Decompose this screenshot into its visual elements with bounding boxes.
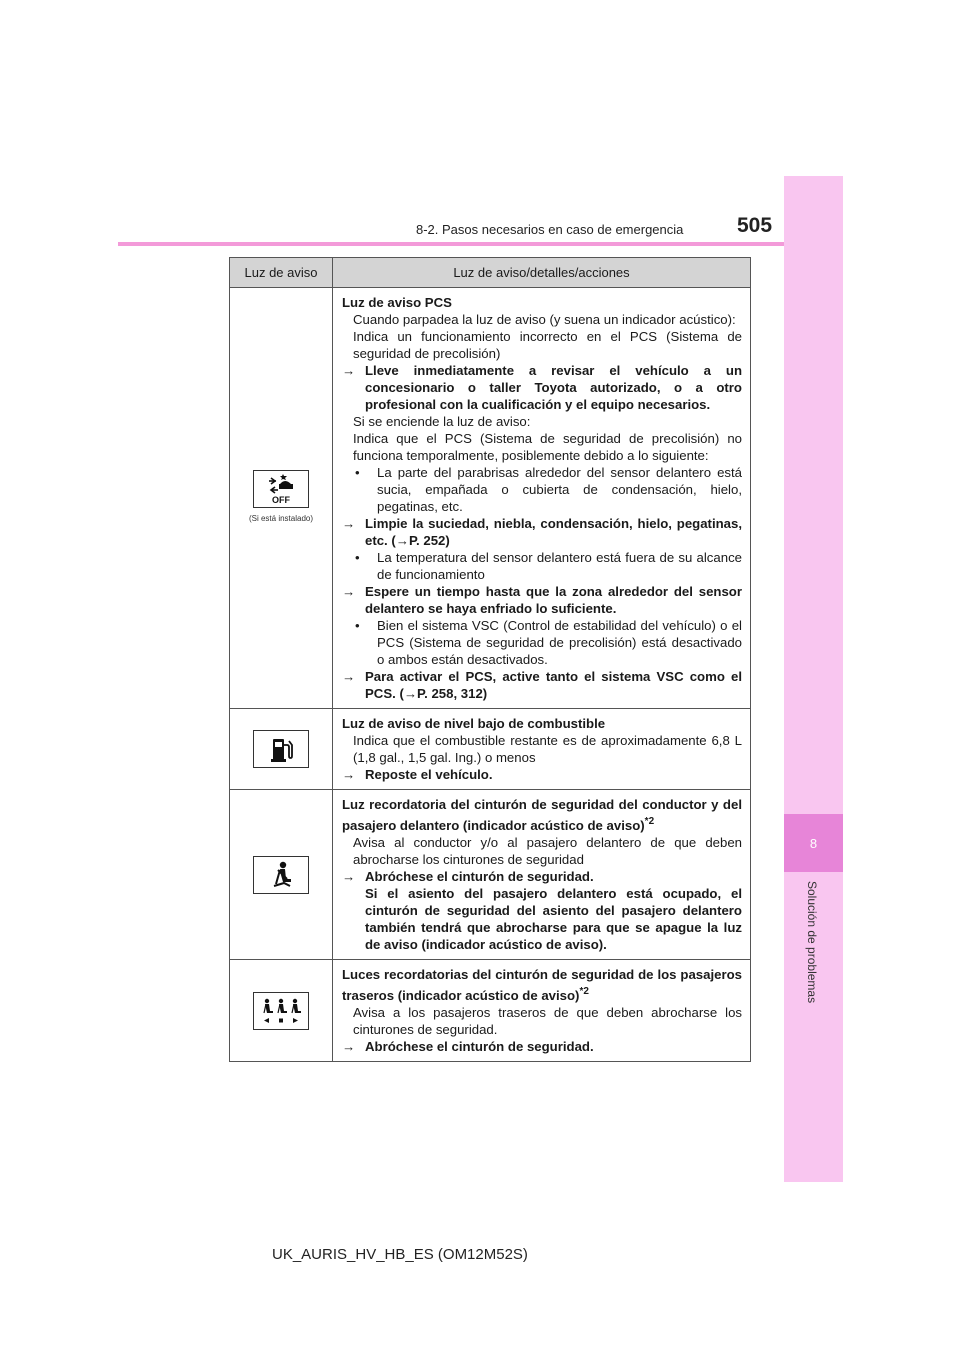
bullet-item — [342, 549, 742, 583]
warning-title: Luz de aviso de nivel bajo de combustible — [342, 716, 606, 731]
column-header-light: Luz de aviso — [230, 258, 333, 288]
description-text: Avisa al conductor y/o al pasajero delantero de que deben abrocharse los cinturones de seguridad — [353, 835, 742, 867]
description-text: Indica que el combustible restante es de aproximadamente 6,8 L (1,8 gal., 1,5 gal. Ing.) o menos — [353, 733, 742, 765]
icon-cell — [230, 709, 333, 790]
arrow-right-icon: → — [342, 584, 356, 599]
table-row — [230, 960, 751, 1062]
description-text: Si se enciende la luz de aviso: — [353, 414, 531, 429]
chapter-side-tab — [784, 176, 843, 1182]
chapter-label: Solución de problemas — [805, 881, 819, 1004]
details-cell — [333, 709, 751, 790]
details-cell — [333, 790, 751, 960]
description-text: Indica que el PCS (Sistema de seguridad de precolisión) no funciona temporalmente, posiblemente debido a lo siguiente: — [353, 431, 742, 463]
section-title: 8-2. Pasos necesarios en caso de emergencia — [416, 222, 684, 237]
pcs-off-icon — [253, 470, 309, 508]
rear-seatbelts-icon — [253, 992, 309, 1030]
fuel-pump-icon — [253, 730, 309, 768]
action-item — [342, 362, 742, 413]
action-text: Abróchese el cinturón de seguridad. — [365, 1039, 594, 1054]
warning-title-text: Luces recordatorias del cinturón de seguridad de los pasajeros traseros (indicador acústico de aviso) — [342, 967, 742, 1003]
action-text: Limpie la suciedad, niebla, condensación, hielo, pegatinas, etc. (→P. 252) — [365, 516, 742, 548]
details-cell — [333, 960, 751, 1062]
page-number: 505 — [737, 214, 773, 237]
action-text: Espere un tiempo hasta que la zona alrededor del sensor delantero se haya enfriado lo suficiente. — [365, 584, 742, 616]
arrow-right-icon: → — [342, 363, 356, 378]
bullet-item — [342, 617, 742, 668]
bullet-icon: • — [355, 550, 360, 565]
bullet-text: La parte del parabrisas alrededor del sensor delantero está sucia, empañada o cubierta de condensación, hielo, pegatinas, etc. — [377, 465, 742, 514]
icon-cell — [230, 790, 333, 960]
arrow-right-icon: → — [342, 767, 356, 782]
action-item — [342, 1038, 742, 1055]
arrow-right-icon: → — [342, 669, 356, 684]
warning-lights-table — [229, 257, 751, 1062]
icon-note: (Si está instalado) — [248, 513, 314, 523]
svg-text:OFF: OFF — [272, 494, 290, 505]
bullet-text: La temperatura del sensor delantero está fuera de su alcance de funcionamiento — [377, 550, 742, 582]
warning-title: Luz de aviso PCS — [342, 295, 452, 310]
arrow-right-icon: → — [342, 516, 356, 531]
action-item — [342, 515, 742, 549]
footnote-marker: *2 — [644, 816, 655, 827]
seatbelt-icon — [253, 856, 309, 894]
bullet-item — [342, 464, 742, 515]
chapter-number: 8 — [809, 835, 818, 851]
footnote-marker: *2 — [579, 986, 589, 997]
action-text: Lleve inmediatamente a revisar el vehículo a un concesionario o taller Toyota autorizado, o a otro profesional con la cualificación y el equipo necesarios. — [365, 363, 742, 412]
chapter-number-block — [784, 814, 843, 872]
table-row — [230, 288, 751, 709]
action-item — [342, 668, 742, 702]
arrow-right-icon: → — [342, 1039, 356, 1054]
table-row — [230, 790, 751, 960]
table-header-row — [230, 258, 751, 288]
warning-title — [342, 796, 742, 834]
column-header-details: Luz de aviso/detalles/acciones — [333, 258, 751, 288]
arrow-right-icon: → — [342, 869, 356, 884]
action-item — [342, 868, 742, 885]
warning-title — [342, 966, 742, 1004]
action-text: Abróchese el cinturón de seguridad. — [365, 869, 594, 884]
description-text: Indica un funcionamiento incorrecto en el PCS (Sistema de seguridad de precolisión) — [353, 329, 742, 361]
header-rule — [118, 242, 784, 246]
bullet-icon: • — [355, 465, 360, 480]
icon-cell — [230, 288, 333, 709]
description-text: Cuando parpadea la luz de aviso (y suena un indicador acústico): — [353, 312, 736, 327]
table-row — [230, 709, 751, 790]
details-cell — [333, 288, 751, 709]
action-item — [342, 766, 742, 783]
icon-cell — [230, 960, 333, 1062]
action-text: Para activar el PCS, active tanto el sistema VSC como el PCS. (→P. 258, 312) — [365, 669, 742, 701]
warning-title-text: Luz recordatoria del cinturón de seguridad del conductor y del pasajero delantero (indicador acústico de aviso) — [342, 797, 742, 833]
action-item — [342, 583, 742, 617]
action-text: Reposte el vehículo. — [365, 767, 493, 782]
bullet-text: Bien el sistema VSC (Control de estabilidad del vehículo) o el PCS (Sistema de seguridad de precolisión) está desactivado o ambos están desactivados. — [377, 618, 742, 667]
action-detail: Si el asiento del pasajero delantero está ocupado, el cinturón de seguridad del asiento del pasajero delantero también tendrá que abrocharse para que se apague la luz de aviso (indicador acústico de aviso). — [365, 886, 742, 952]
bullet-icon: • — [355, 618, 360, 633]
description-text: Avisa a los pasajeros traseros de que deben abrocharse los cinturones de seguridad. — [353, 1005, 742, 1037]
document-code: UK_AURIS_HV_HB_ES (OM12M52S) — [272, 1246, 528, 1263]
